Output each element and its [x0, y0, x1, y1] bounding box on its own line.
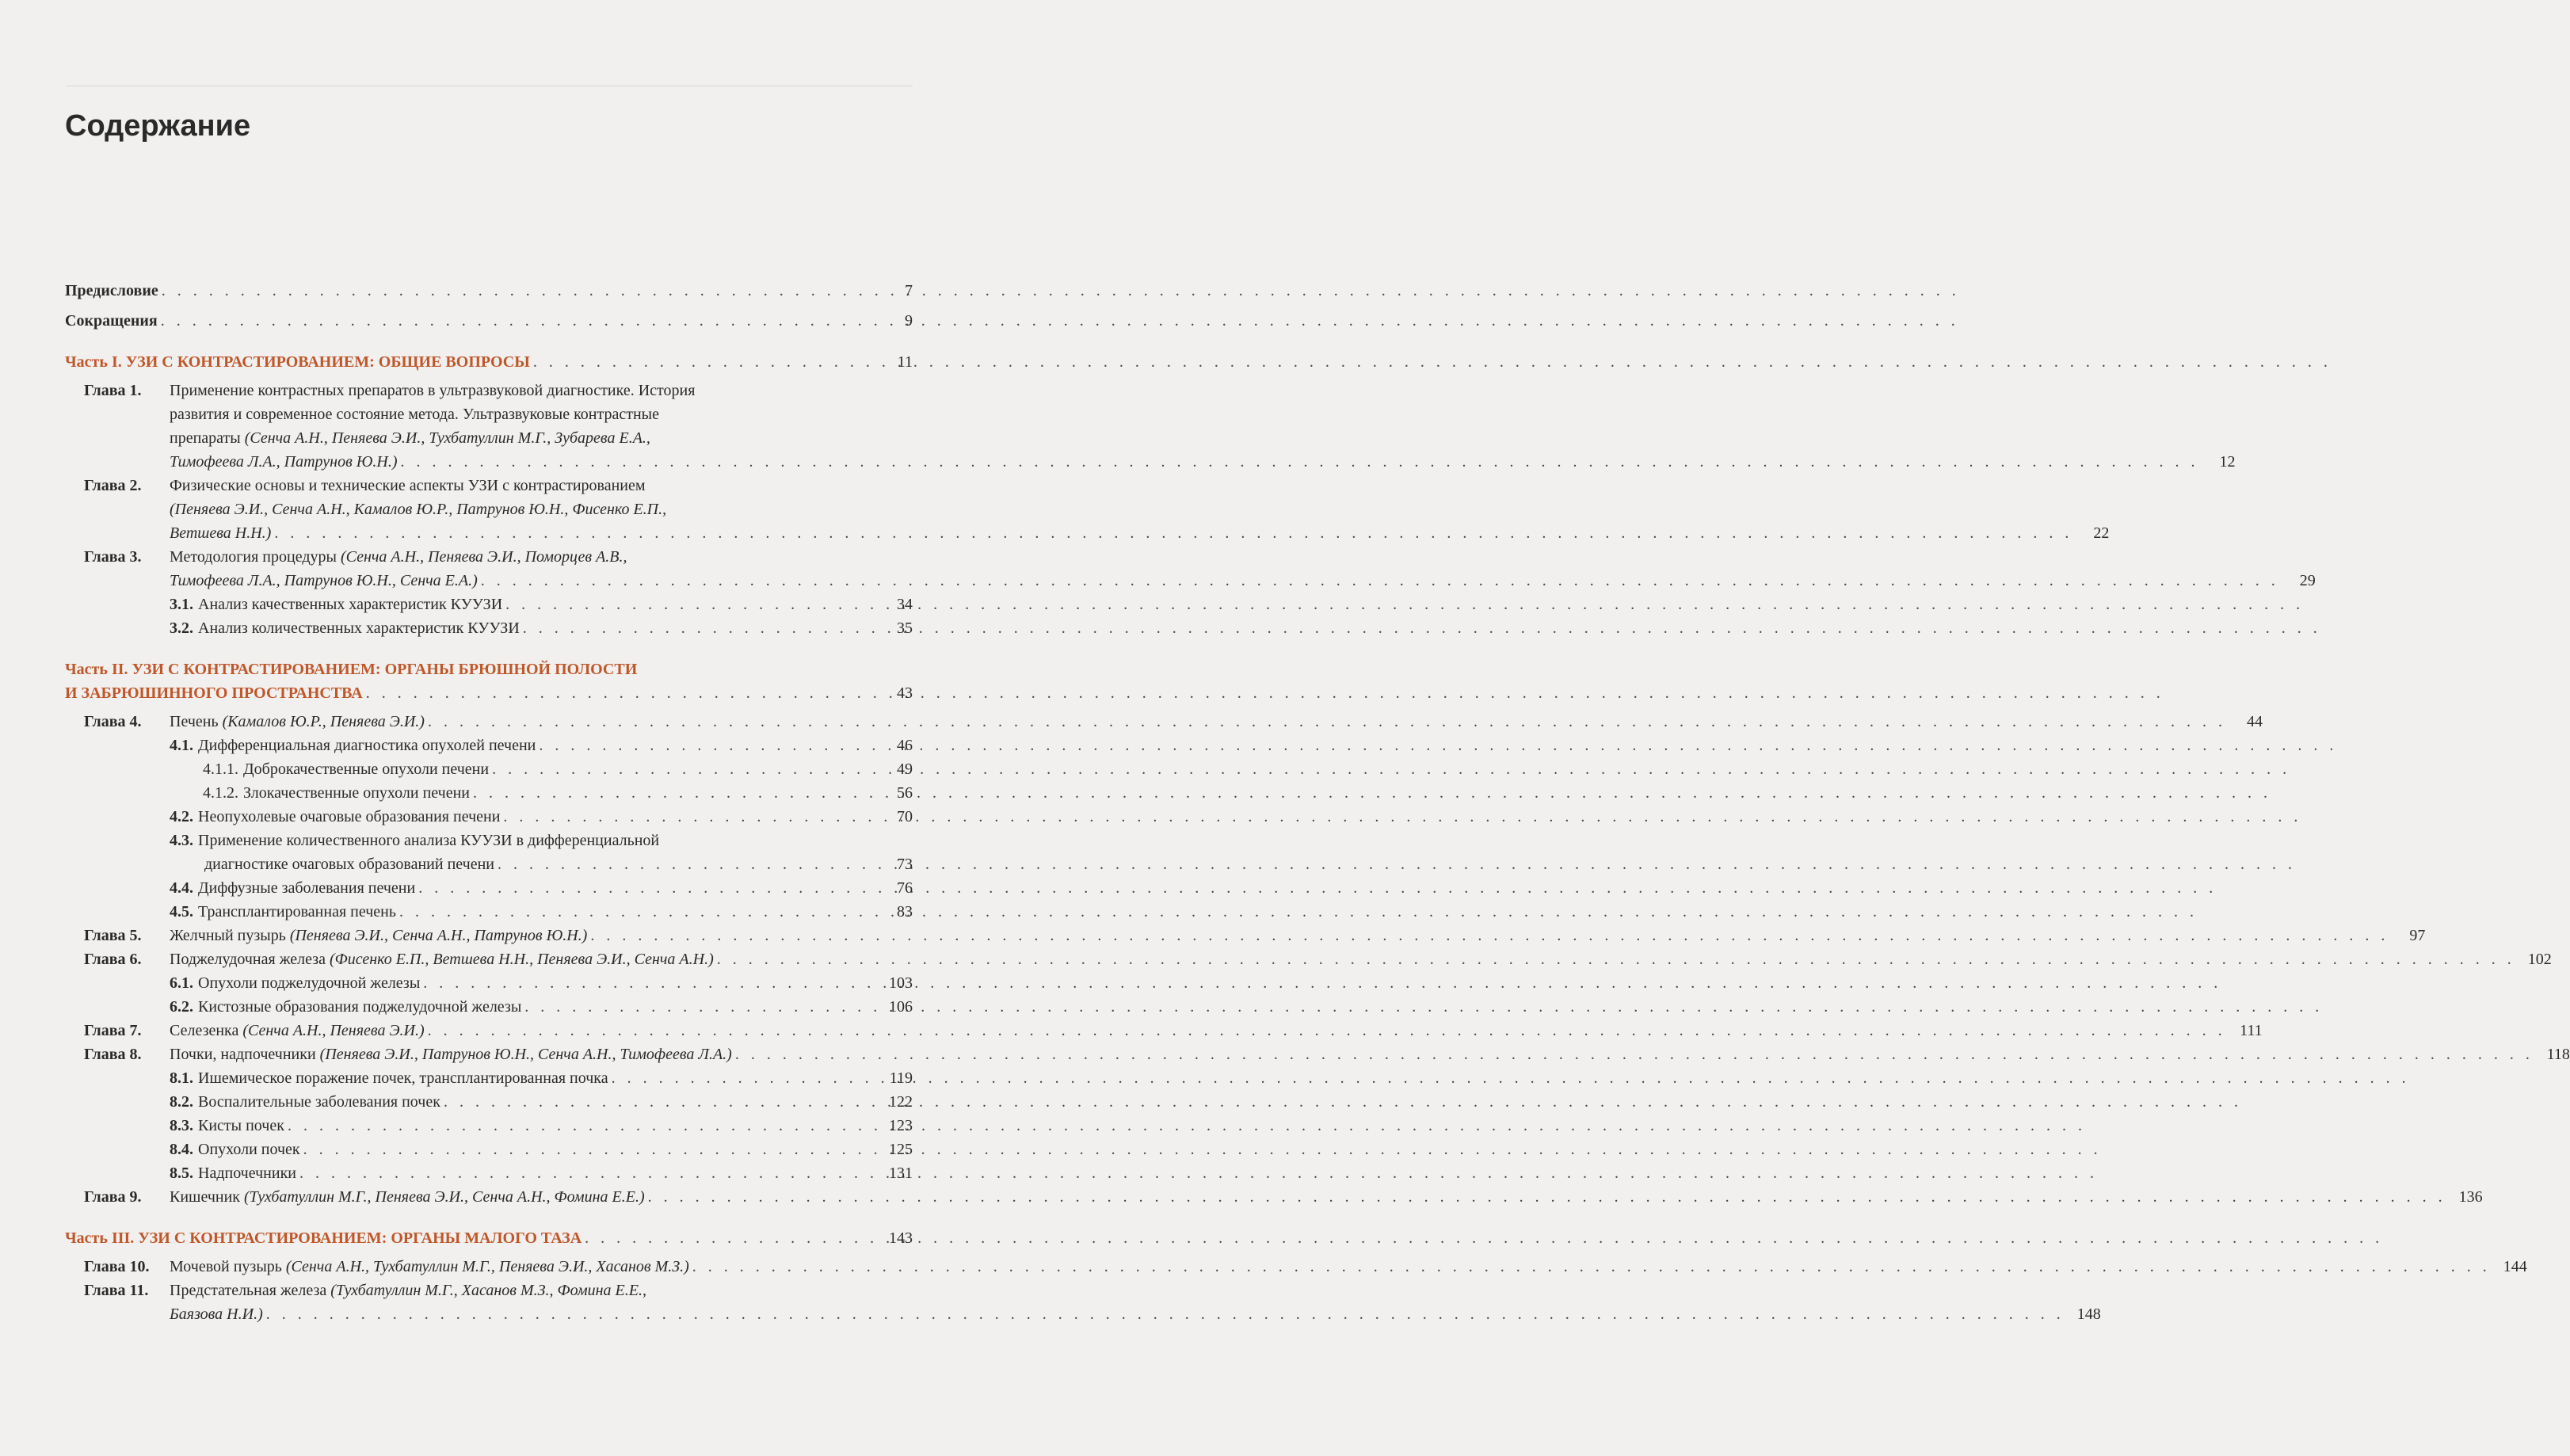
section-number: 4.2. [170, 808, 193, 825]
leader-dots [366, 681, 876, 705]
leader-dots [162, 279, 876, 303]
leader-dots [399, 900, 876, 924]
page-number: 9 [905, 312, 913, 330]
section-number: 8.5. [170, 1164, 193, 1182]
section-number: 4.5. [170, 903, 193, 920]
toc-chapter-5[interactable] [65, 924, 2426, 947]
page-number: 148 [2076, 1305, 2101, 1323]
chapter-authors: (Пеняева Э.И., Патрунов Ю.Н., Сенча А.Н., Тимофеева Л.А.) [319, 1046, 732, 1063]
page-number: 143 [889, 1229, 913, 1247]
part-label: И ЗАБРЮШИННОГО ПРОСТРАНСТВА [65, 684, 363, 702]
page-number: 131 [889, 1164, 913, 1182]
toc-section-4-1-2[interactable] [203, 781, 913, 805]
chapter-title-line: Методология процедуры [170, 548, 341, 566]
toc-section-8-4[interactable] [170, 1138, 913, 1161]
section-title: Ишемическое поражение почек, трансплантированная почка [198, 1069, 608, 1087]
page-number: 12 [2219, 453, 2236, 471]
toc-chapter-7[interactable] [65, 1019, 2263, 1042]
page-number: 22 [2093, 524, 2110, 542]
chapter-label: Глава 4. [84, 713, 142, 730]
leader-dots [418, 876, 876, 900]
toc-section-4-2[interactable] [170, 805, 913, 829]
chapter-title: Почки, надпочечники [170, 1046, 320, 1063]
leader-dots [498, 852, 876, 876]
toc-chapter-10[interactable] [65, 1255, 2527, 1279]
chapter-label: Глава 10. [84, 1258, 150, 1275]
section-title: Опухоли почек [198, 1141, 300, 1158]
leader-dots [161, 309, 876, 333]
chapter-title: Мочевой пузырь [170, 1258, 286, 1275]
section-number: 3.1. [170, 596, 193, 613]
chapter-authors: (Пеняева Э.И., Сенча А.Н., Патрунов Ю.Н.) [289, 927, 588, 944]
chapter-label: Глава 7. [84, 1022, 142, 1039]
part-label: Часть III. УЗИ С КОНТРАСТИРОВАНИЕМ: ОРГАНЫ МАЛОГО ТАЗА [65, 1229, 582, 1247]
chapter-title: Селезенка [170, 1022, 243, 1039]
page-number: 122 [889, 1093, 913, 1111]
chapter-authors: Тимофеева Л.А., Патрунов Ю.Н.) [170, 453, 398, 471]
toc-section-4-3[interactable] [170, 829, 913, 876]
chapter-label: Глава 6. [84, 951, 142, 968]
leader-dots [423, 971, 876, 995]
page-number: 144 [2503, 1258, 2527, 1275]
chapter-title: Печень [170, 713, 223, 730]
toc-section-4-5[interactable] [170, 900, 913, 924]
toc-chapter-4[interactable] [65, 710, 2263, 734]
chapter-authors: (Сенча А.Н., Тухбатуллин М.Г., Пеняева Э.И., Хасанов М.З.) [285, 1258, 689, 1275]
page-number: 119 [889, 1069, 913, 1087]
chapter-title: Желчный пузырь [170, 927, 290, 944]
section-title: Опухоли поджелудочной железы [198, 974, 421, 992]
toc-section-4-1[interactable] [170, 734, 913, 757]
page-number: 11 [897, 353, 913, 371]
page-number: 125 [889, 1141, 913, 1158]
chapter-label: Глава 11. [84, 1282, 149, 1299]
chapter-authors: (Сенча А.Н., Пеняева Э.И.) [242, 1022, 425, 1039]
toc-label: Предисловие [65, 282, 158, 299]
chapter-title: Предстательная железа [170, 1282, 331, 1299]
section-number: 8.2. [170, 1093, 193, 1111]
toc-chapter-11[interactable] [65, 1279, 2101, 1326]
leader-dots [266, 1302, 2065, 1326]
chapter-label: Глава 8. [84, 1046, 142, 1063]
toc-chapter-8[interactable] [65, 1042, 2570, 1066]
section-title: Анализ качественных характеристик КУУЗИ [198, 596, 503, 613]
section-title: Трансплантированная печень [198, 903, 396, 920]
chapter-title: Поджелудочная железа [170, 951, 330, 968]
chapter-title-line: Физические основы и технические аспекты УЗИ с контрастированием [170, 477, 646, 494]
toc-section-4-1-1[interactable] [203, 757, 913, 781]
page-number: 118 [2546, 1046, 2570, 1063]
section-title: Диффузные заболевания печени [198, 879, 416, 897]
toc-chapter-9[interactable] [65, 1185, 2483, 1209]
section-number: 6.2. [170, 998, 193, 1016]
toc-chapter-3[interactable] [65, 545, 2316, 593]
page-number: 70 [897, 808, 913, 825]
page-number: 103 [889, 974, 913, 992]
section-number: 4.1. [170, 737, 193, 754]
page-number: 136 [2458, 1188, 2483, 1206]
section-title: Неопухолевые очаговые образования печени [198, 808, 501, 825]
chapter-label: Глава 5. [84, 927, 142, 944]
leader-dots [299, 1161, 876, 1185]
toc-part-1[interactable] [65, 350, 913, 374]
section-number: 8.4. [170, 1141, 193, 1158]
page-number: 34 [897, 596, 913, 613]
section-title: Доброкачественные опухоли печени [243, 760, 490, 778]
toc-chapter-1[interactable] [65, 379, 2236, 474]
chapter-authors: (Сенча А.Н., Пеняева Э.И., Тухбатуллин М.Г., Зубарева Е.А., [244, 429, 650, 447]
toc-chapter-2[interactable] [65, 474, 2110, 545]
page-number: 29 [2299, 572, 2316, 589]
section-title: Надпочечники [198, 1164, 297, 1182]
toc-section-8-3[interactable] [170, 1114, 913, 1138]
toc-section-8-1[interactable] [170, 1066, 913, 1090]
leader-dots [524, 995, 876, 1019]
toc-entry-abbreviations[interactable] [65, 309, 913, 333]
chapter-authors: (Тухбатуллин М.Г., Пеняева Э.И., Сенча А.Н., Фомина Е.Е.) [244, 1188, 645, 1206]
leader-dots [428, 1019, 2226, 1042]
toc-section-4-4[interactable] [170, 876, 913, 900]
chapter-label: Глава 2. [84, 477, 142, 494]
page-number: 49 [897, 760, 913, 778]
toc-section-6-1[interactable] [170, 971, 913, 995]
chapter-title-line: препараты [170, 429, 245, 447]
leader-dots [481, 569, 2279, 593]
toc-part-3[interactable] [65, 1226, 913, 1250]
toc-section-8-5[interactable] [170, 1161, 913, 1185]
page-number: 123 [889, 1117, 913, 1134]
page-number: 111 [2240, 1022, 2263, 1039]
chapter-authors: (Фисенко Е.П., Ветшева Н.Н., Пеняева Э.И., Сенча А.Н.) [330, 951, 714, 968]
section-number: 6.1. [170, 974, 193, 992]
page-number: 73 [897, 856, 913, 873]
section-title: Кистозные образования поджелудочной железы [198, 998, 522, 1016]
part-label: Часть I. УЗИ С КОНТРАСТИРОВАНИЕМ: ОБЩИЕ ВОПРОСЫ [65, 353, 530, 371]
section-number: 4.1.1. [203, 760, 238, 778]
toc-entry-preface[interactable] [65, 279, 913, 303]
toc-part-2[interactable] [65, 657, 913, 705]
chapter-label: Глава 3. [84, 548, 142, 566]
chapter-authors: Тимофеева Л.А., Патрунов Ю.Н., Сенча Е.А.) [170, 572, 478, 589]
leader-dots [274, 521, 2072, 545]
leader-dots [533, 350, 876, 374]
chapter-authors: Баязова Н.И.) [170, 1305, 263, 1323]
page-number: 102 [2527, 951, 2552, 968]
table-of-contents [65, 279, 2570, 1326]
page-number: 106 [889, 998, 913, 1016]
section-number: 8.1. [170, 1069, 193, 1087]
leader-dots [648, 1185, 2446, 1209]
section-number: 8.3. [170, 1117, 193, 1134]
chapter-authors: (Камалов Ю.Р., Пеняева Э.И.) [222, 713, 425, 730]
leader-dots [428, 710, 2226, 734]
toc-section-3-1[interactable] [170, 593, 913, 616]
section-title: Дифференциальная диагностика опухолей печени [198, 737, 536, 754]
page-number: 46 [897, 737, 913, 754]
chapter-authors: Ветшева Н.Н.) [170, 524, 272, 542]
leader-dots [735, 1042, 2534, 1066]
leader-dots [473, 781, 876, 805]
chapter-title-line: развития и современное состояние метода. Ультразвуковые контрастные [170, 406, 659, 423]
page-title: Содержание [65, 109, 251, 143]
page-number: 7 [905, 282, 913, 299]
page-number: 44 [2246, 713, 2263, 730]
chapter-authors: (Тухбатуллин М.Г., Хасанов М.З., Фомина Е.Е., [330, 1282, 646, 1299]
leader-dots [492, 757, 876, 781]
page-number: 97 [2409, 927, 2426, 944]
chapter-authors: (Пеняева Э.И., Сенча А.Н., Камалов Ю.Р., Патрунов Ю.Н., Фисенко Е.П., [170, 501, 667, 518]
leader-dots [585, 1226, 876, 1250]
toc-section-8-2[interactable] [170, 1090, 913, 1114]
section-title: Злокачественные опухоли печени [243, 784, 470, 802]
toc-section-6-2[interactable] [170, 995, 913, 1019]
section-title: Кисты почек [198, 1117, 284, 1134]
chapter-label: Глава 1. [84, 382, 142, 399]
toc-section-3-2[interactable] [170, 616, 913, 640]
section-title: Анализ количественных характеристик КУУЗИ [198, 619, 520, 637]
leader-dots [288, 1114, 876, 1138]
section-title: Воспалительные заболевания почек [198, 1093, 440, 1111]
leader-dots [590, 924, 2389, 947]
section-title: диагностике очаговых образований печени [204, 856, 495, 873]
leader-dots [523, 616, 876, 640]
leader-dots [303, 1138, 876, 1161]
leader-dots [505, 593, 876, 616]
leader-dots [539, 734, 876, 757]
section-title: Применение количественного анализа КУУЗИ в дифференциальной [198, 832, 660, 849]
section-number: 4.1.2. [203, 784, 238, 802]
part-label: Часть II. УЗИ С КОНТРАСТИРОВАНИЕМ: ОРГАНЫ БРЮШНОЙ ПОЛОСТИ [65, 661, 638, 678]
section-number: 3.2. [170, 619, 193, 637]
leader-dots [401, 450, 2199, 474]
page-number: 83 [897, 903, 913, 920]
chapter-label: Глава 9. [84, 1188, 142, 1206]
section-number: 4.3. [170, 832, 193, 849]
page-number: 76 [897, 879, 913, 897]
chapter-authors: (Сенча А.Н., Пеняева Э.И., Поморцев А.В., [340, 548, 627, 566]
page-number: 43 [897, 684, 913, 702]
page-number: 35 [897, 619, 913, 637]
chapter-title: Кишечник [170, 1188, 245, 1206]
leader-dots [503, 805, 876, 829]
leader-dots [444, 1090, 876, 1114]
leader-dots [717, 947, 2515, 971]
toc-chapter-6[interactable] [65, 947, 2552, 971]
page-number: 56 [897, 784, 913, 802]
leader-dots [692, 1255, 2491, 1279]
toc-label: Сокращения [65, 312, 158, 330]
chapter-title-line: Применение контрастных препаратов в ультразвуковой диагностике. История [170, 382, 696, 399]
leader-dots [612, 1066, 876, 1090]
section-number: 4.4. [170, 879, 193, 897]
